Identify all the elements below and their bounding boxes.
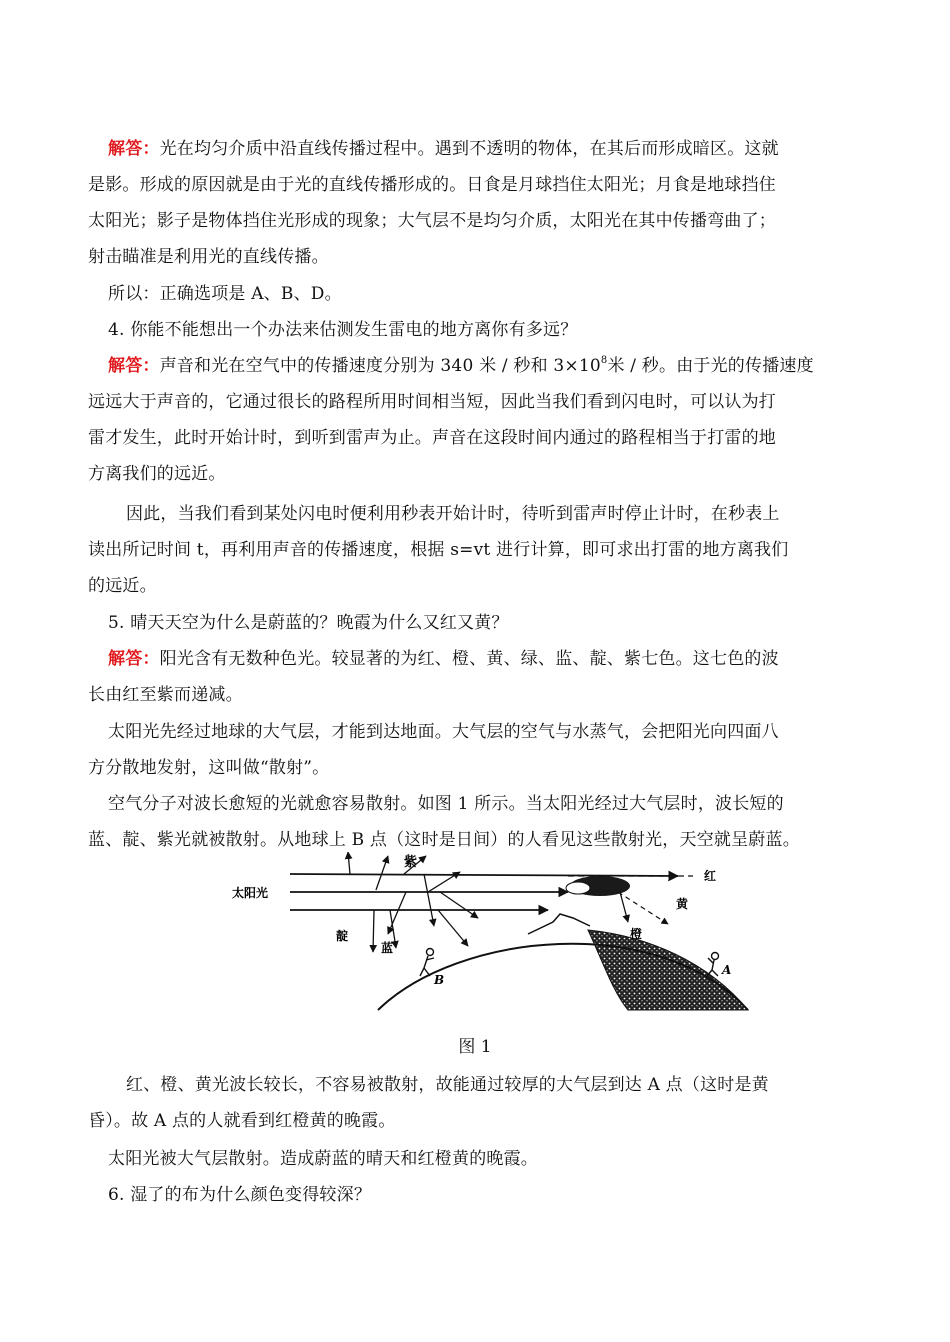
red-label: 红	[704, 869, 717, 883]
sunlight-label: 太阳光	[232, 886, 269, 900]
scattering-figure	[228, 852, 758, 1014]
yellow-label: 黄	[676, 897, 689, 911]
text-line: 蓝、靛、紫光就被散射。从地球上 B 点（这时是日间）的人看见这些散射光，天空就呈蔚蓝。	[88, 830, 800, 850]
yellow-dashed-ray	[618, 892, 668, 924]
question-5: 5. 晴天天空为什么是蔚蓝的？晚霞为什么又红又黄？	[108, 613, 509, 633]
text-line: 太阳光先经过地球的大气层，才能到达地面。大气层的空气与水蒸气，会把阳光向四面八	[108, 722, 779, 742]
indigo-label: 靛	[336, 929, 349, 943]
scatter-arrow	[438, 910, 468, 946]
text-line: 是影。形成的原因就是由于光的直线传播形成的。日食是月球挡住太阳光；月食是地球挡住	[88, 175, 776, 195]
text-line: 长由红至紫而递减。	[88, 685, 243, 705]
observer-b	[420, 949, 434, 977]
text-line: 远远大于声音的，它通过很长的路程所用时间相当短，因此当我们看到闪电时，可以认为打	[88, 392, 776, 412]
text-line: 阳光含有无数种色光。较显著的为红、橙、黄、绿、监、靛、紫七色。这七色的波	[159, 649, 779, 669]
mountain	[528, 914, 590, 934]
scatter-arrow	[440, 892, 478, 918]
answer-label: 解答：	[108, 356, 160, 376]
text-line: 读出所记时间 t，再利用声音的传播速度，根据 s=vt 进行计算，即可求出打雷的地方离我们	[88, 540, 789, 560]
question-6: 6. 湿了的布为什么颜色变得较深？	[108, 1185, 372, 1205]
question-4: 4. 你能不能想出一个办法来估测发生雷电的地方离你有多远？	[108, 320, 578, 340]
point-a-label: A	[722, 963, 732, 977]
scatter-arrow	[376, 856, 388, 890]
point-b-label: B	[434, 973, 445, 987]
text-line: 射击瞄准是利用光的直线传播。	[88, 247, 329, 267]
text-line: 雷才发生，此时开始计时，到听到雷声为止。声音在这段时间内通过的路程相当于打雷的地	[88, 428, 776, 448]
text-line: 因此，当我们看到某处闪电时便利用秒表开始计时，待听到雷声时停止计时，在秒表上	[126, 504, 780, 524]
answer-label: 解答：	[108, 649, 160, 669]
answer-paragraph-3	[88, 355, 868, 377]
orange-label: 橙	[630, 927, 643, 941]
cloud-edge	[566, 882, 590, 894]
text-line: 昏）。故 A 点的人就看到红橙黄的晚霞。	[88, 1111, 396, 1131]
purple-label: 紫	[404, 855, 418, 870]
answer-conclusion: 所以：正确选项是 A、B、D。	[108, 284, 342, 304]
observer-a	[707, 953, 719, 977]
text-line: 的远近。	[88, 576, 157, 596]
blue-label: 蓝	[381, 941, 394, 955]
text-line: 空气分子对波长愈短的光就愈容易散射。如图 1 所示。当太阳光经过大气层时，波长短的	[108, 794, 784, 814]
text-span: 米 / 秒。由于光的传播速度	[607, 356, 814, 376]
text-line: 光在均匀介质中沿直线传播过程中。遇到不透明的物体，在其后而形成暗区。这就	[159, 139, 779, 159]
text-line: 太阳光；影子是物体挡住光形成的现象；大气层不是均匀介质，太阳光在其中传播弯曲了；	[88, 211, 776, 231]
text-line: 红、橙、黄光波长较长，不容易被散射，故能通过较厚的大气层到达 A 点（这时是黄	[126, 1075, 769, 1095]
text-line: 方离我们的远近。	[88, 464, 226, 484]
scatter-arrow	[348, 852, 350, 874]
answer-paragraph-5	[88, 648, 868, 670]
text-span: 声音和光在空气中的传播速度分别为 340 米 / 秒和 3×10	[159, 356, 601, 376]
text-line: 太阳光被大气层散射。造成蔚蓝的晴天和红橙黄的晚霞。	[108, 1149, 538, 1169]
scatter-arrow	[424, 874, 434, 926]
text-line: 方分散地发射，这叫做“散射”。	[88, 758, 330, 778]
figure-caption: 图 1	[458, 1037, 492, 1057]
exponent: 8	[600, 355, 608, 367]
scatter-arrow	[373, 910, 374, 952]
orange-arrow	[620, 892, 628, 922]
answer-paragraph-1	[88, 138, 868, 160]
answer-label: 解答：	[108, 139, 160, 159]
